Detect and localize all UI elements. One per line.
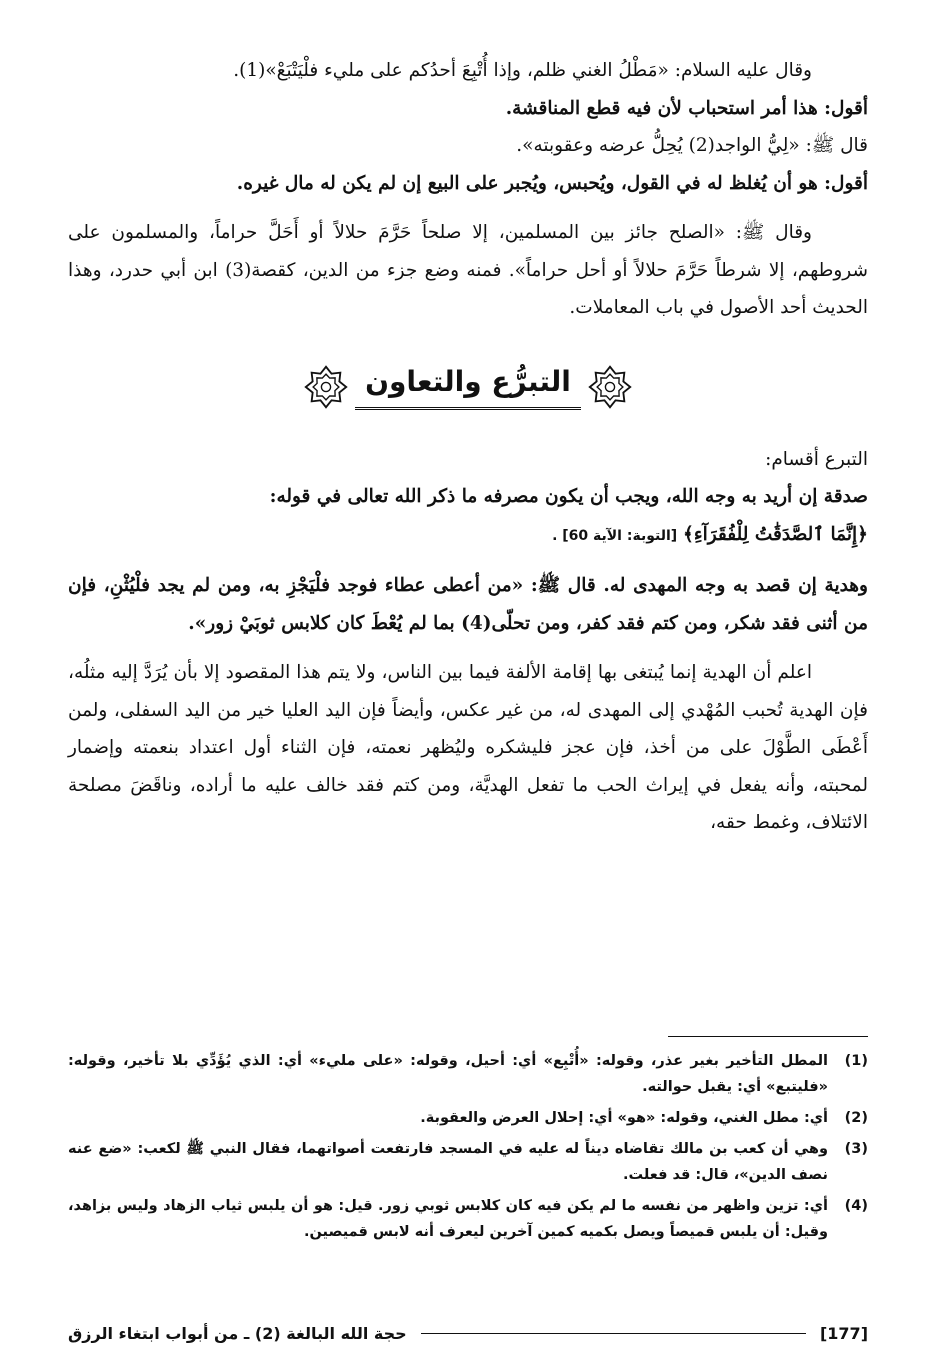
footnote-number: (3) <box>844 1141 868 1157</box>
footnote-text: أي: تزين واظهر من نفسه ما لم يكن فيه كان كلابس ثوبي زور. قيل: هو أن يلبس ثياب الزهاد وليس بزاهد، وقيل: أن يلبس قميصاً ويصل بكميه كمين آخرين ليعرف أنه لابس قميصين. <box>68 1198 828 1240</box>
book-title: حجة الله البالغة (2) ـ من أبواب ابتغاء الرزق <box>68 1323 407 1343</box>
paragraph-hadith-layy: قال ﷺ: «لِيُّ الواجد(2) يُحِلُّ عرضه وعقوبته». <box>516 135 868 156</box>
footnote-number: (2) <box>844 1110 868 1126</box>
footnote-number: (4) <box>844 1198 868 1214</box>
footnote-separator <box>668 1036 868 1037</box>
section-title: التبرُّع والتعاون <box>355 363 581 410</box>
footnote-text: أي: مطل الغني، وقوله: «هو» أي: إحلال العرض والعقوبة. <box>420 1110 828 1126</box>
footnote <box>68 1193 868 1245</box>
page-footer <box>68 1318 868 1348</box>
footnote-number: (1) <box>844 1053 868 1069</box>
paragraph-tabarru-types: التبرع أقسام: <box>765 448 868 470</box>
star-ornament-icon <box>587 364 633 410</box>
paragraph-hadith-sulh: وقال ﷺ: «الصلح جائز بين المسلمين، إلا صلحاً حَرَّمَ حلالاً أو أَحَلَّ حراماً، والمسلمون على شروطهم، إلا شرطاً حَرَّمَ حلالاً أو أحل حراماً». فمنه وضع جزء من الدين، كقصة(3) ابن أبي حدرد، وهذا الحديث أحد الأصول في باب المعاملات. <box>68 222 868 318</box>
paragraph-comment-2: أقول: هو أن يُغلظ له في القول، ويُحبس، ويُجبر على البيع إن لم يكن له مال غيره. <box>236 172 868 194</box>
paragraph-hadiya-explanation: اعلم أن الهدية إنما يُبتغى بها إقامة الألفة فيما بين الناس، ولا يتم هذا المقصود إلا بأن يُرَدَّ إليه مثلُه، فإن الهدية تُحبب المُهْدي إلى المهدى له، من غير عكس، وأيضاً فإن اليد العليا خير من اليد السفلى، ولمن أَعْطَى الطَّوْلَ على من أخذ، فإن عجز فليشكره وليُظهر نعمته، فإن الثناء أول اعتداد بنعمته وإضمار لمحبته، وأنه يفعل في إيراث الحب ما تفعل الهديَّة، ومن كتم فقد خالف عليه ما أراده، وناقَضَ مصلحة الائتلاف، وغمط حقه، <box>68 662 868 833</box>
paragraph-comment-1: أقول: هذا أمر استحباب لأن فيه قطع المناقشة. <box>505 97 868 119</box>
footnote <box>68 1105 868 1131</box>
footnote <box>68 1048 868 1100</box>
paragraph-hadiya: وهدية إن قصد به وجه المهدى له. قال ﷺ: «من أعطى عطاء فوجد فلْيَجْزِ به، ومن لم يجد فلْيُثْنِ، فإن من أثنى فقد شكر، ومن كتم فقد كفر، ومن تحلّى(4) بما لم يُعْطَ كان كلابس ثوبَيْ زور». <box>68 575 868 634</box>
quran-reference: [التوبة: الآية 60] . <box>552 527 678 544</box>
star-ornament-icon <box>303 364 349 410</box>
paragraph-sadaqa: صدقة إن أريد به وجه الله، ويجب أن يكون مصرفه ما ذكر الله تعالى في قوله: <box>269 486 868 507</box>
footnote <box>68 1136 868 1188</box>
quran-verse-line <box>68 516 868 556</box>
paragraph-hadith-matl: وقال عليه السلام: «مَطْلُ الغني ظلم، وإذا أُتْبِعَ أحدُكم على مليء فلْيَتْبَعْ»(1). <box>233 60 812 81</box>
page-number: [177] <box>819 1323 868 1343</box>
main-text <box>68 52 868 842</box>
quran-verse: ﴿إِنَّمَا ٱلصَّدَقَٰتُ لِلْفُقَرَآءِ﴾ <box>683 523 868 545</box>
footnote-text: المطل التأخير بغير عذر، وقوله: «أُتْبِع» أي: أحيل، وقوله: «على مليء» أي: الذي يُؤَدِّي بلا تأخير، وقوله: «فليتبع» أي: يقبل حوالته. <box>68 1053 828 1095</box>
section-heading <box>68 337 868 437</box>
footer-rule <box>421 1333 806 1334</box>
footnotes <box>68 1048 868 1250</box>
footnote-text: وهي أن كعب بن مالك تقاضاه ديناً له عليه في المسجد فارتفعت أصواتهما، فقال النبي ﷺ لكعب: «ضع عنه نصف الدين»، قال: قد فعلت. <box>68 1141 828 1183</box>
